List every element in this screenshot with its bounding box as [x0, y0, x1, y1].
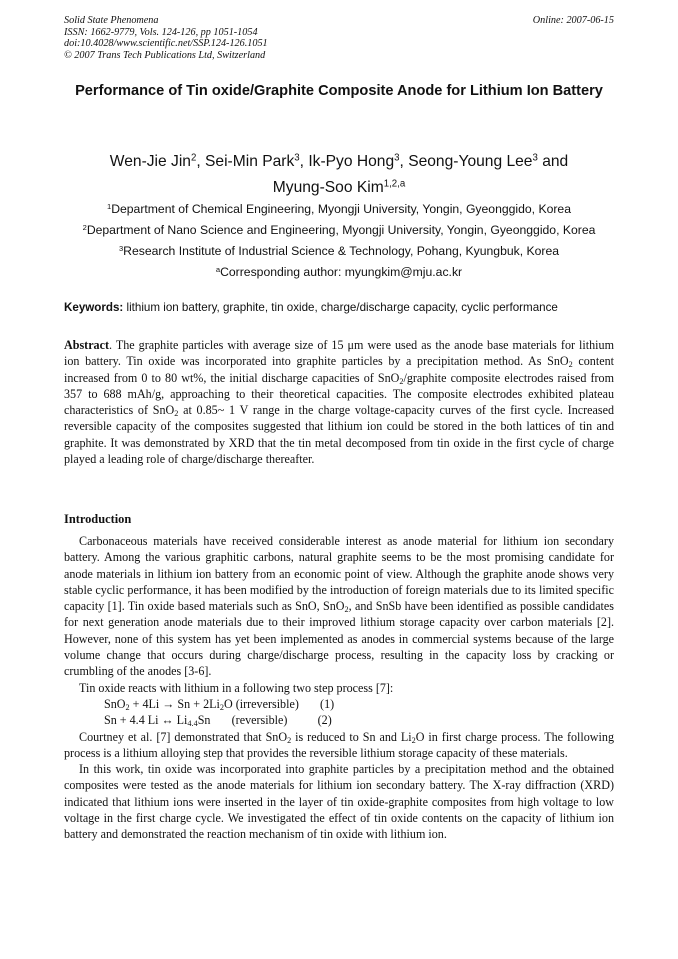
corresponding-author: $^a$Corresponding author: myungkim@mju.ac.kr	[215, 264, 463, 279]
author-affiliation-mark: 1,2,a	[383, 178, 406, 190]
paper-title: Performance of Tin oxide/Graphite Composite Anode for Lithium Ion Battery	[75, 83, 603, 99]
issn-line: ISSN: 1662-9779, Vols. 124-126, pp 1051-1054	[64, 26, 258, 38]
journal-name: Solid State Phenomena	[64, 15, 159, 26]
copyright-line: © 2007 Trans Tech Publications Ltd, Switzerland	[64, 49, 266, 61]
paragraph: Carbonaceous materials have received considerable interest as anode material for lithium ion secondary battery. Among the various graphitic carbons, natural graphite seems to be the most promising candidate for anode materials in lithium ion battery from an economic point of view. Although the graphite anode shows very stable cyclic performance, it has been modified by the introduction of foreign materials due to its limited specific capacity [1]. Tin oxide based materials such as SnO, SnO$_2$, and SnSb have been identified as possible candidates for next generation anode materials due to their improved lithium storage capacity over carbon materials [2]. However, none of this system has yet been implemented as anodes in commercial systems because of the large volume change that occurs during charge/discharge process, resulting in the capacity loss by cracking or crumbling of the anodes [3-6].	[64, 534, 614, 679]
author-name: Wen-Jie Jin	[109, 153, 191, 170]
keywords	[64, 300, 614, 316]
keywords-label: Keywords:	[64, 301, 124, 314]
section-heading: Introduction	[64, 512, 132, 526]
journal-header	[64, 15, 614, 61]
affiliation: $^3$Research Institute of Industrial Science & Technology, Pohang, Kyungbuk, Korea	[118, 243, 560, 258]
author-affiliation-mark: 3	[394, 152, 400, 164]
equation-2: Sn + 4.4 Li ↔ $Li_{4.4}Sn$ (reversible) (2)	[104, 713, 332, 729]
author-affiliation-mark: 3	[294, 152, 300, 164]
author-name: Ik-Pyo Hong	[308, 153, 395, 170]
equation-1: $SnO_2 + 4Li \to Sn + 2Li_2O$ (irreversible) (1)	[104, 696, 335, 713]
online-date: Online: 2007-06-15	[532, 15, 614, 26]
author-list: Wen-Jie Jin$^2$, Sei-Min Park$^3$, Ik-Pyo Hong$^3$, Seong-Young Lee$^3$ and Myung-Soo Kim$^{1,2,a}$	[109, 152, 569, 196]
author-name: Sei-Min Park	[205, 153, 295, 170]
author-affiliation-mark: 3	[532, 152, 538, 164]
author-affiliation-mark: 2	[190, 152, 197, 164]
affiliation: $^1$Department of Chemical Engineering, Myongji University, Yongin, Gyeonggido, Korea	[107, 201, 571, 216]
equation-number: (2)	[317, 713, 332, 728]
doi-line: doi:10.4028/www.scientific.net/SSP.124-126.1051	[64, 38, 268, 50]
keywords-text: lithium ion battery, graphite, tin oxide, charge/discharge capacity, cyclic performance	[126, 301, 558, 314]
paragraph: Tin oxide reacts with lithium in a following two step process [7]:	[79, 680, 394, 695]
affiliation: $^2$Department of Nano Science and Engineering, Myongji University, Yongin, Gyeonggido, Korea	[82, 222, 596, 237]
abstract: Abstract. The graphite particles with average size of 15 μm were used as the anode base materials for lithium ion battery. Tin oxide was incorporated into graphite particles by a precipitation method. As SnO$_2$ content increased from 0 to 80 wt%, the initial discharge capacities of SnO$_2$/graphite composite electrodes raised from 357 to 688 mAh/g, approaching to their theoretical capacities. The composite electrodes exhibited plateau characteristics of SnO$_2$ at 0.85~ 1 V range in the charge voltage-capacity curves of the first cycle. Increased reversible capacity of the composites suggested that lithium ion could be stored in the both lattices of tin and graphite. It was demonstrated by XRD that the tin metal decomposed from tin oxide in the first cycle of charge played a leading role of charge/discharge thereafter.	[64, 338, 614, 467]
paragraph: In this work, tin oxide was incorporated into graphite particles by a precipitation method and the obtained composites were tested as the anode materials for lithium ion secondary battery. The X-ray diffraction (XRD) indicated that lithium ions were inserted in the layer of tin oxide-graphite composites from high voltage to low voltage in the first charge cycle. We investigated the effect of tin oxide contents on the capacity of lithium ion battery and demonstrated the reaction mechanism of tin oxide with lithium ion.	[64, 762, 614, 842]
author-name: Seong-Young Lee	[408, 153, 533, 170]
introduction-body	[64, 533, 614, 843]
abstract-label: Abstract	[64, 338, 110, 352]
paragraph: Courtney et al. [7] demonstrated that SnO$_2$ is reduced to Sn and $Li_2O$ in first charge process. The following process is a lithium alloying step that provides the reversible lithium storage capacity of these materials.	[64, 729, 614, 760]
affiliation-list	[64, 199, 614, 283]
equation-number: (1)	[320, 696, 335, 711]
author-name: Myung-Soo Kim	[272, 179, 384, 196]
